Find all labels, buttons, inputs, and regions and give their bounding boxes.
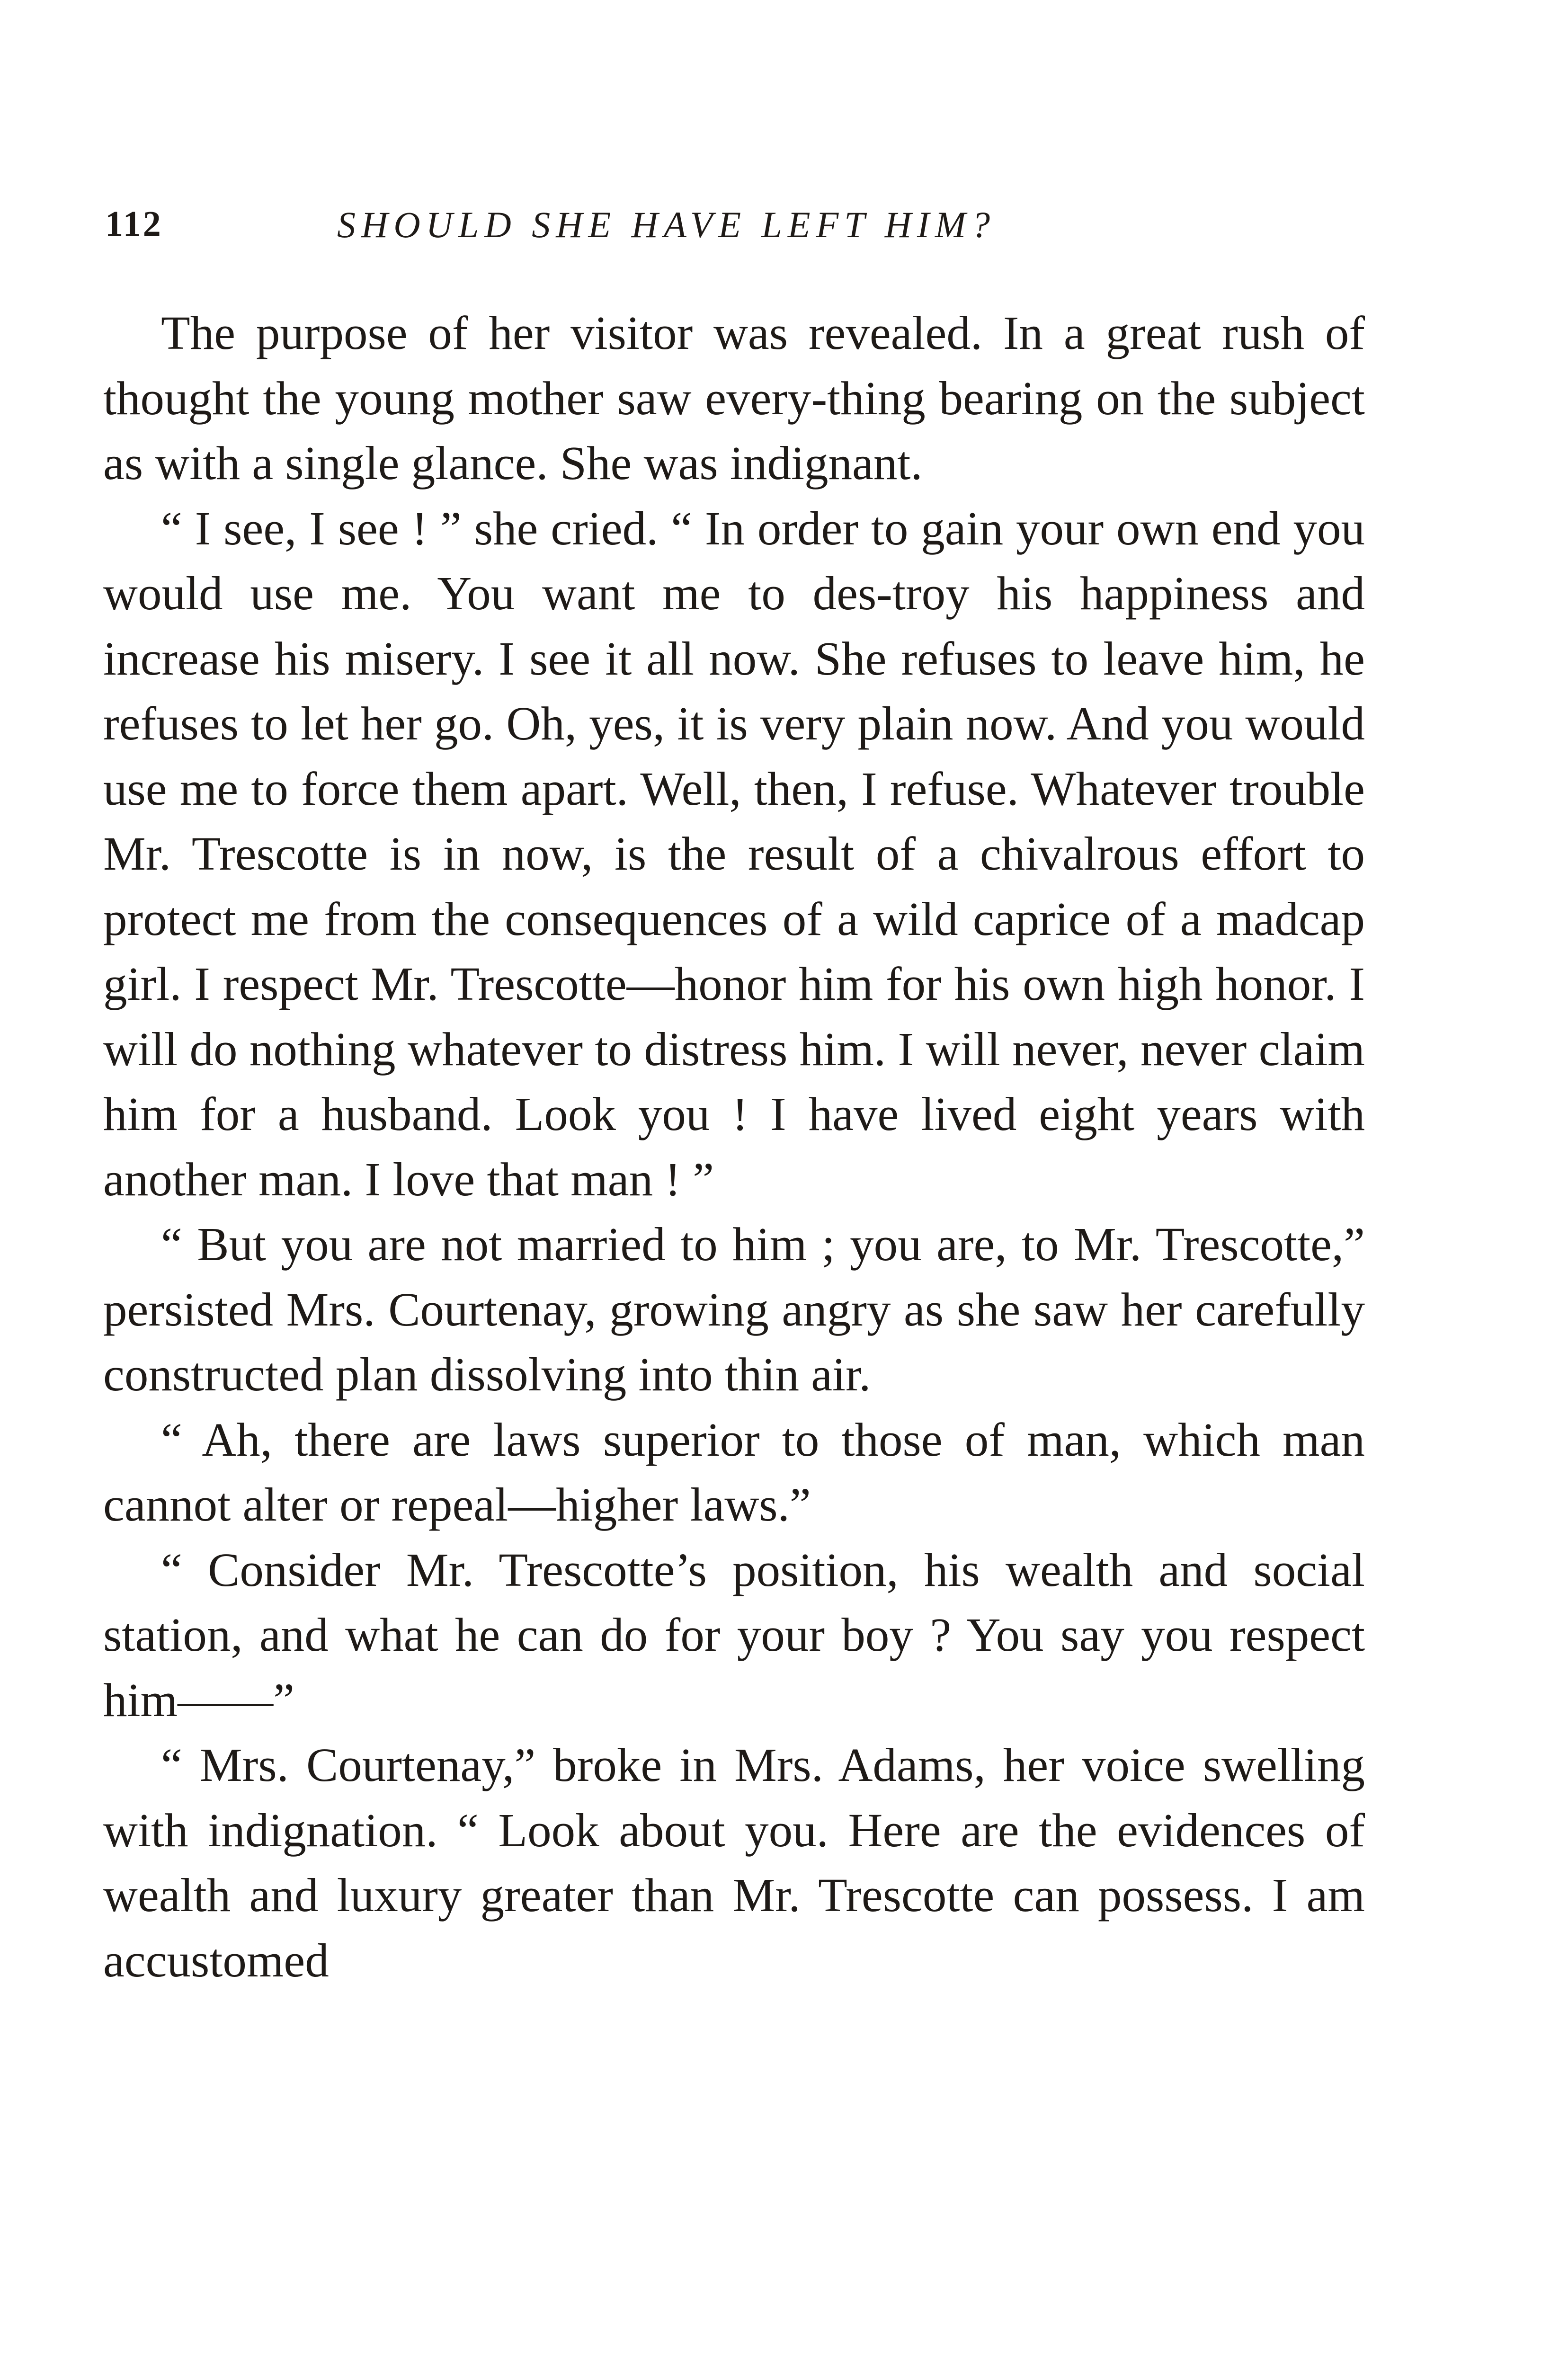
paragraph: “ Ah, there are laws superior to those of man, which man cannot alter or repeal—higher laws.” (103, 1413, 1365, 1531)
page-number: 112 (105, 204, 163, 244)
paragraph: The purpose of her visitor was revealed. In a great rush of thought the young mother saw every-thing bearing on the subject as with a single glance. She was indignant. (103, 306, 1365, 489)
running-title: SHOULD SHE HAVE LEFT HIM? (337, 204, 996, 245)
paragraph: “ I see, I see ! ” she cried. “ In order to gain your own end you would use me. You want me to des-troy his happiness and increase his misery. I see it all now. She refuses to leave him, he refuses to let her go. Oh, yes, it is very plain now. And you would use me to force them apart. Well, then, I refuse. Whatever trouble Mr. Trescotte is in now, is the result of a chivalrous effort to protect me from the consequences of a wild caprice of a madcap girl. I respect Mr. Trescotte—honor him for his own high honor. I will do nothing whatever to distress him. I will never, never claim him for a husband. Look you ! I have lived eight years with another man. I love that man ! ” (103, 501, 1365, 1206)
paragraph: “ Mrs. Courtenay,” broke in Mrs. Adams, her voice swelling with indignation. “ Look about you. Here are the evidences of wealth and luxury greater than Mr. Trescotte can possess. I am accustomed (103, 1738, 1365, 1987)
body-text (103, 301, 1365, 1993)
paragraph: “ But you are not married to him ; you are, to Mr. Trescotte,” persisted Mrs. Courtenay, growing angry as she saw her carefully constructed plan dissolving into thin air. (103, 1218, 1365, 1401)
running-head (105, 204, 1345, 256)
paragraph: “ Consider Mr. Trescotte’s position, his wealth and social station, and what he can do for your boy ? You say you respect him——” (103, 1543, 1365, 1726)
